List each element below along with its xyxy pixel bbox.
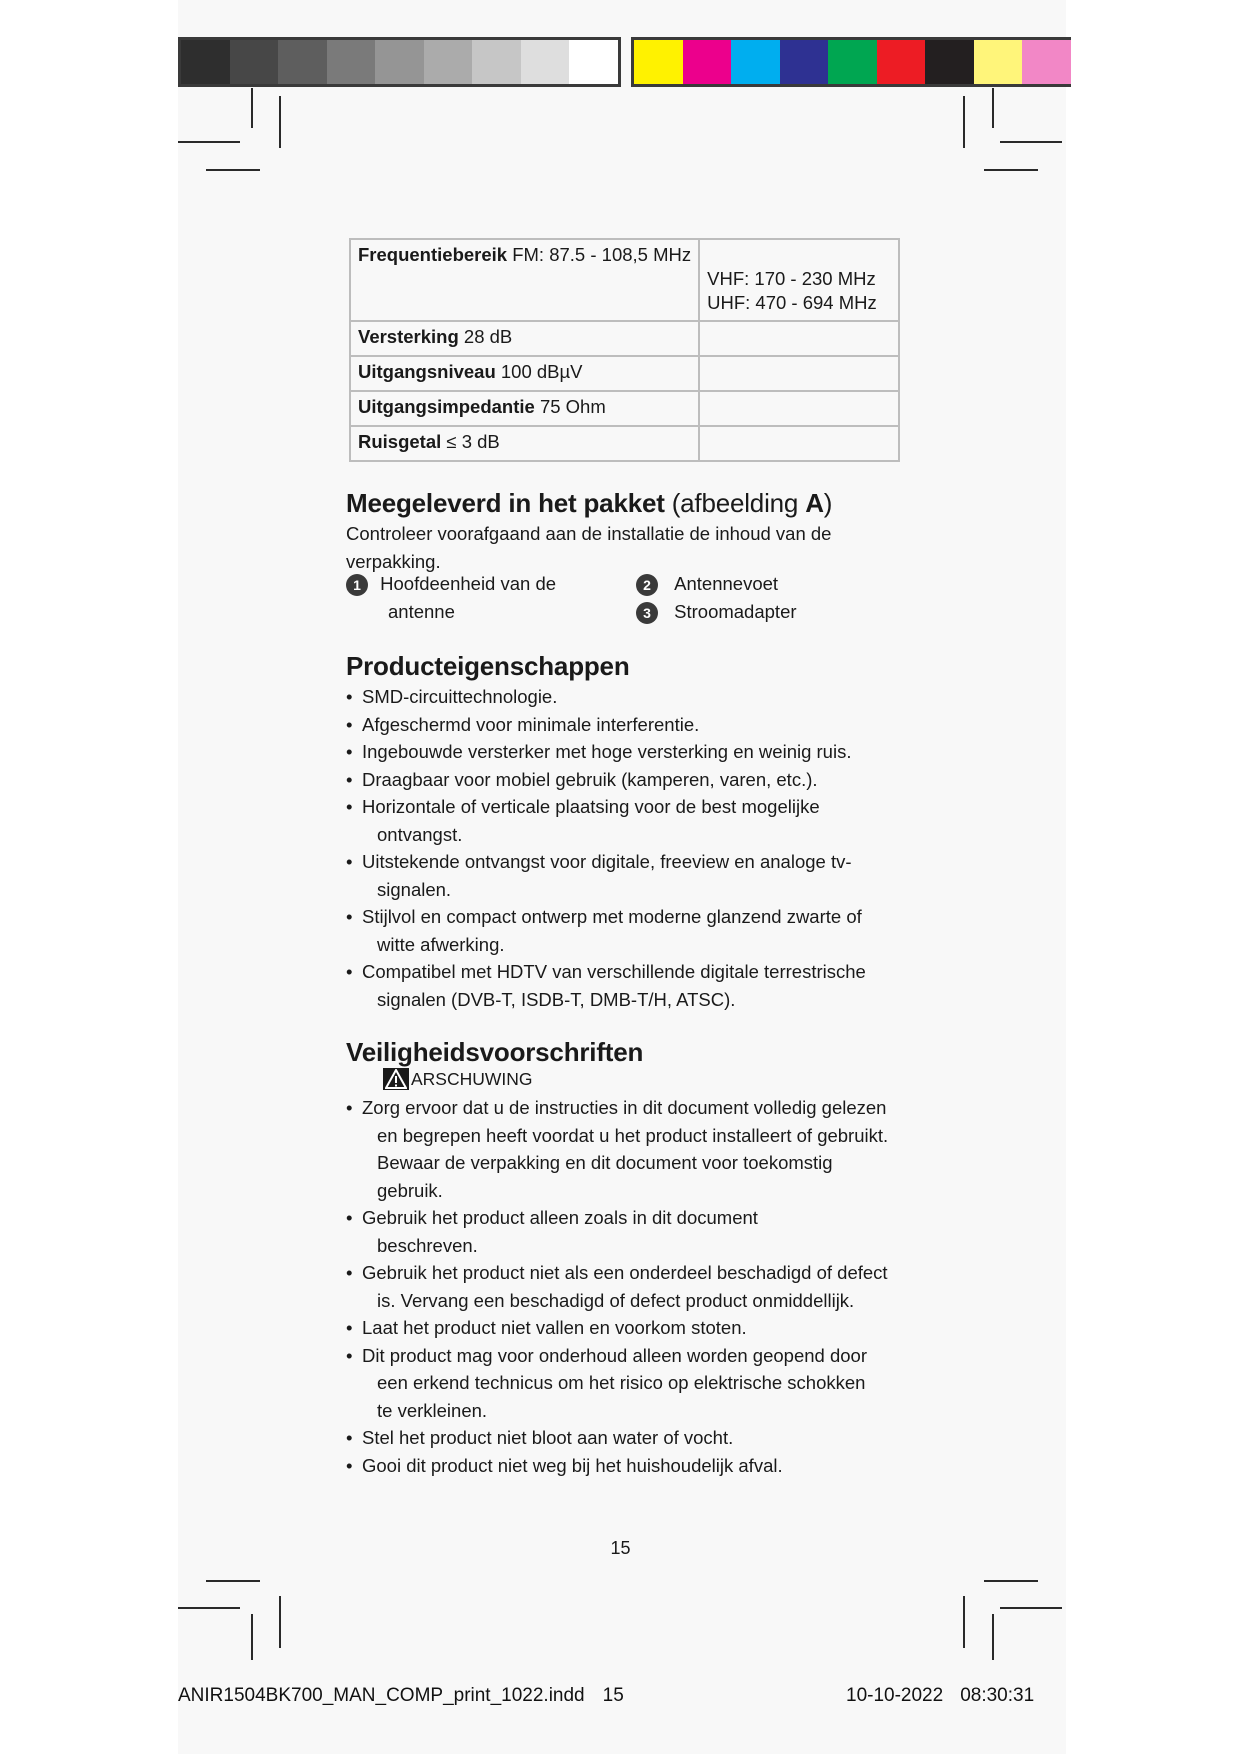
part-item [636, 598, 797, 626]
features-heading: Producteigenschappen [346, 651, 630, 681]
color-swatch [877, 40, 926, 84]
list-item: • SMD-circuittechnologie. [346, 683, 902, 711]
spec-value: 75 Ohm [539, 396, 606, 417]
crop-mark [251, 88, 253, 128]
color-swatch [634, 40, 683, 84]
warning-text: ARSCHUWING [411, 1068, 533, 1089]
color-swatch [569, 40, 618, 84]
features-section [346, 651, 902, 1013]
crop-mark [992, 1614, 994, 1660]
slug-file: ANIR1504BK700_MAN_COMP_print_1022.indd [178, 1685, 585, 1706]
spec-value: ≤ 3 dB [446, 431, 500, 452]
list-item: • Ingebouwde versterker met hoge versterking en weinig ruis. [346, 738, 902, 766]
spec-label: Frequentiebereik [358, 244, 508, 265]
spec-cell-right [699, 239, 899, 321]
spec-value: FM: 87.5 - 108,5 MHz [512, 244, 692, 265]
crop-mark [1000, 141, 1062, 143]
crop-mark [984, 169, 1038, 171]
number-badge: 3 [636, 602, 658, 624]
color-swatch [780, 40, 829, 84]
crop-mark [206, 169, 260, 171]
spec-cell-right [699, 391, 899, 426]
warning-icon [383, 1068, 409, 1090]
list-item: • Zorg ervoor dat u de instructies in dit document volledig gelezen en begrepen heeft voordat u het product installeert of gebruikt. Bewaar de verpakking en dit document voor toekomstig gebruik. [346, 1094, 902, 1204]
crop-mark [963, 1596, 965, 1648]
color-swatch [1022, 40, 1071, 84]
spec-label: Uitgangsniveau [358, 361, 496, 382]
safety-list [346, 1094, 902, 1479]
slug-filename [178, 1685, 624, 1707]
crop-mark [963, 96, 965, 148]
spec-row [350, 356, 899, 391]
crop-mark [279, 1596, 281, 1648]
spec-row [350, 239, 899, 321]
safety-section [346, 1037, 902, 1068]
list-item: • Afgeschermd voor minimale interferentie. [346, 711, 902, 739]
figure-ref: A [805, 488, 824, 518]
crop-mark [251, 1614, 253, 1660]
crop-mark [178, 141, 240, 143]
spec-extra: UHF: 470 - 694 MHz [707, 292, 877, 313]
list-item: • Horizontale of verticale plaatsing voor de best mogelijke ontvangst. [346, 793, 902, 848]
list-item: • Gebruik het product niet als een onderdeel beschadigd of defect is. Vervang een beschadigd of defect product onmiddellijk. [346, 1259, 902, 1314]
process-color-bar [631, 37, 1071, 87]
package-heading-close: ) [823, 488, 833, 518]
gray-color-bar [178, 37, 621, 87]
spec-cell-right [699, 426, 899, 461]
spec-table [349, 238, 900, 462]
color-swatch [424, 40, 473, 84]
color-swatch [731, 40, 780, 84]
number-badge: 2 [636, 574, 658, 596]
spec-cell-left [350, 239, 699, 321]
safety-heading: Veiligheidsvoorschriften [346, 1037, 644, 1067]
page-number: 15 [610, 1538, 631, 1558]
slug-page: 15 [602, 1685, 624, 1706]
crop-mark [279, 96, 281, 148]
spec-label: Ruisgetal [358, 431, 442, 452]
list-item: • Laat het product niet vallen en voorkom stoten. [346, 1314, 902, 1342]
color-swatch [925, 40, 974, 84]
part-label: Hoofdeenheid van de [380, 573, 557, 594]
color-swatch [230, 40, 279, 84]
color-swatch [278, 40, 327, 84]
list-item: • Stel het product niet bloot aan water of vocht. [346, 1424, 902, 1452]
spec-extra: VHF: 170 - 230 MHz [707, 268, 876, 289]
spec-cell-right [699, 356, 899, 391]
color-swatch [472, 40, 521, 84]
color-swatch [683, 40, 732, 84]
color-swatch [327, 40, 376, 84]
spec-cell-left [350, 356, 699, 391]
list-item: • Gebruik het product alleen zoals in dit document beschreven. [346, 1204, 902, 1259]
spec-cell-left [350, 391, 699, 426]
list-item: • Gooi dit product niet weg bij het huishoudelijk afval. [346, 1452, 902, 1480]
color-swatch [828, 40, 877, 84]
package-heading-bold: Meegeleverd in het pakket [346, 488, 665, 518]
slug-date: 10-10-2022 [846, 1685, 944, 1706]
list-item: • Uitstekende ontvangst voor digitale, freeview en analoge tv-signalen. [346, 848, 902, 903]
package-intro: Controleer voorafgaand aan de installatie de inhoud van de verpakking. [346, 523, 832, 572]
spec-cell-left [350, 321, 699, 356]
number-badge: 1 [346, 574, 368, 596]
package-section [346, 488, 902, 575]
crop-mark [984, 1580, 1038, 1582]
list-item: • Stijlvol en compact ontwerp met moderne glanzend zwarte of witte afwerking. [346, 903, 902, 958]
crop-mark [992, 88, 994, 128]
package-heading-paren: (afbeelding [664, 488, 806, 518]
safety-list-wrap [346, 1094, 902, 1479]
crop-mark [206, 1580, 260, 1582]
spec-label: Versterking [358, 326, 459, 347]
list-item: • Draagbaar voor mobiel gebruik (kamperen, varen, etc.). [346, 766, 902, 794]
warning-label [383, 1068, 533, 1090]
features-list [346, 683, 902, 1013]
part-label: Stroomadapter [674, 600, 797, 622]
spec-label: Uitgangsimpedantie [358, 396, 535, 417]
part-item [346, 570, 556, 598]
part-item [636, 570, 778, 598]
part-label: Antennevoet [674, 573, 779, 594]
spec-cell-left [350, 426, 699, 461]
spec-cell-right [699, 321, 899, 356]
list-item: • Dit product mag voor onderhoud alleen worden geopend door een erkend technicus om het risico op elektrische schokken te verkleinen. [346, 1342, 902, 1425]
color-swatch [181, 40, 230, 84]
slug-timestamp [846, 1685, 1034, 1707]
spec-value: 28 dB [463, 326, 513, 347]
color-swatch [974, 40, 1023, 84]
part-label-continued: antenne [388, 600, 455, 622]
list-item: • Compatibel met HDTV van verschillende digitale terrestrische signalen (DVB-T, ISDB-T, DMB-T/H, ATSC). [346, 958, 902, 1013]
package-heading [346, 488, 902, 519]
spec-row [350, 321, 899, 356]
slug-time: 08:30:31 [960, 1685, 1035, 1706]
spec-row [350, 426, 899, 461]
spec-value: 100 dBµV [500, 361, 583, 382]
crop-mark [1000, 1607, 1062, 1609]
color-swatch [521, 40, 570, 84]
color-swatch [375, 40, 424, 84]
crop-mark [178, 1607, 240, 1609]
spec-row [350, 391, 899, 426]
